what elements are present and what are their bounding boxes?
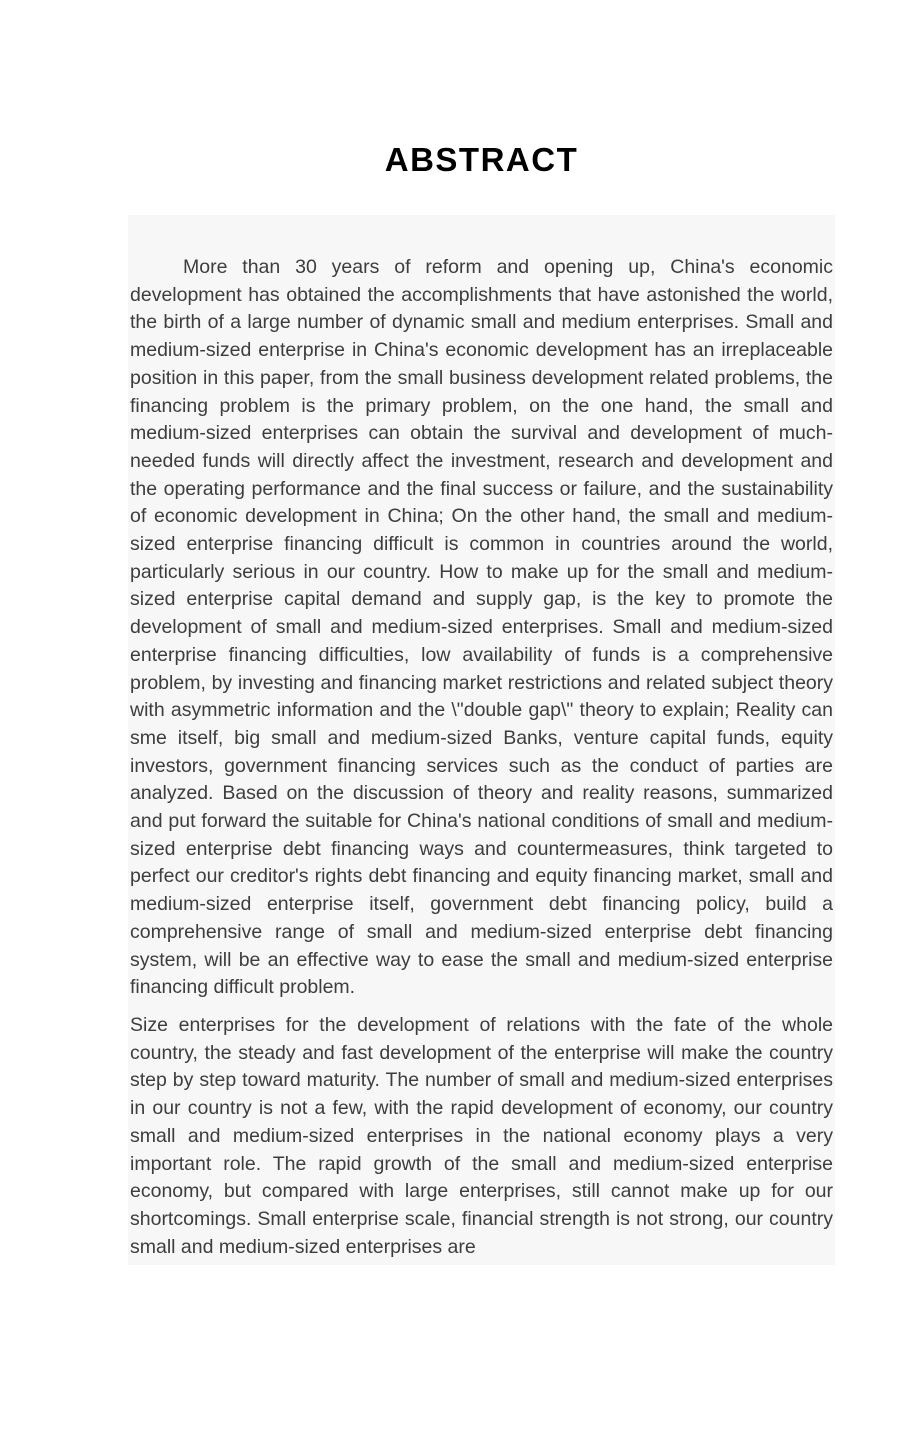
abstract-panel <box>128 215 835 1265</box>
abstract-paragraph-1: More than 30 years of reform and opening up, China's economic development has obtained the accomplishments that have astonished the world, the birth of a large number of dynamic small and medium enterprises. Small and medium-sized enterprise in China's economic development has an irreplaceable position in this paper, from the small business development related problems, the financing problem is the primary problem, on the one hand, the small and medium-sized enterprises can obtain the survival and development of much-needed funds will directly affect the investment, research and development and the operating performance and the final success or failure, and the sustainability of economic development in China; On the other hand, the small and medium-sized enterprise financing difficult is common in countries around the world, particularly serious in our country. How to make up for the small and medium-sized enterprise capital demand and supply gap, is the key to promote the development of small and medium-sized enterprises. Small and medium-sized enterprise financing difficulties, low availability of funds is a comprehensive problem, by investing and financing market restrictions and related subject theory with asymmetric information and the \"double gap\" theory to explain; Reality can sme itself, big small and medium-sized Banks, venture capital funds, equity investors, government financing services such as the conduct of parties are analyzed. Based on the discussion of theory and reality reasons, summarized and put forward the suitable for China's national conditions of small and medium-sized enterprise debt financing ways and countermeasures, think targeted to perfect our creditor's rights debt financing and equity financing market, small and medium-sized enterprise itself, government debt financing policy, build a comprehensive range of small and medium-sized enterprise debt financing system, will be an effective way to ease the small and medium-sized enterprise financing difficult problem. <box>130 256 833 999</box>
document-page <box>0 141 920 1443</box>
content-column <box>128 141 835 1265</box>
abstract-paragraph-2: Size enterprises for the development of relations with the fate of the whole country, the steady and fast development of the enterprise will make the country step by step toward maturity. The number of small and medium-sized enterprises in our country is not a few, with the rapid development of economy, our country small and medium-sized enterprises in the national economy plays a very important role. The rapid growth of the small and medium-sized enterprise economy, but compared with large enterprises, still cannot make up for our shortcomings. Small enterprise scale, financial strength is not strong, our country small and medium-sized enterprises are <box>130 1013 833 1258</box>
page-title: ABSTRACT <box>384 141 579 178</box>
